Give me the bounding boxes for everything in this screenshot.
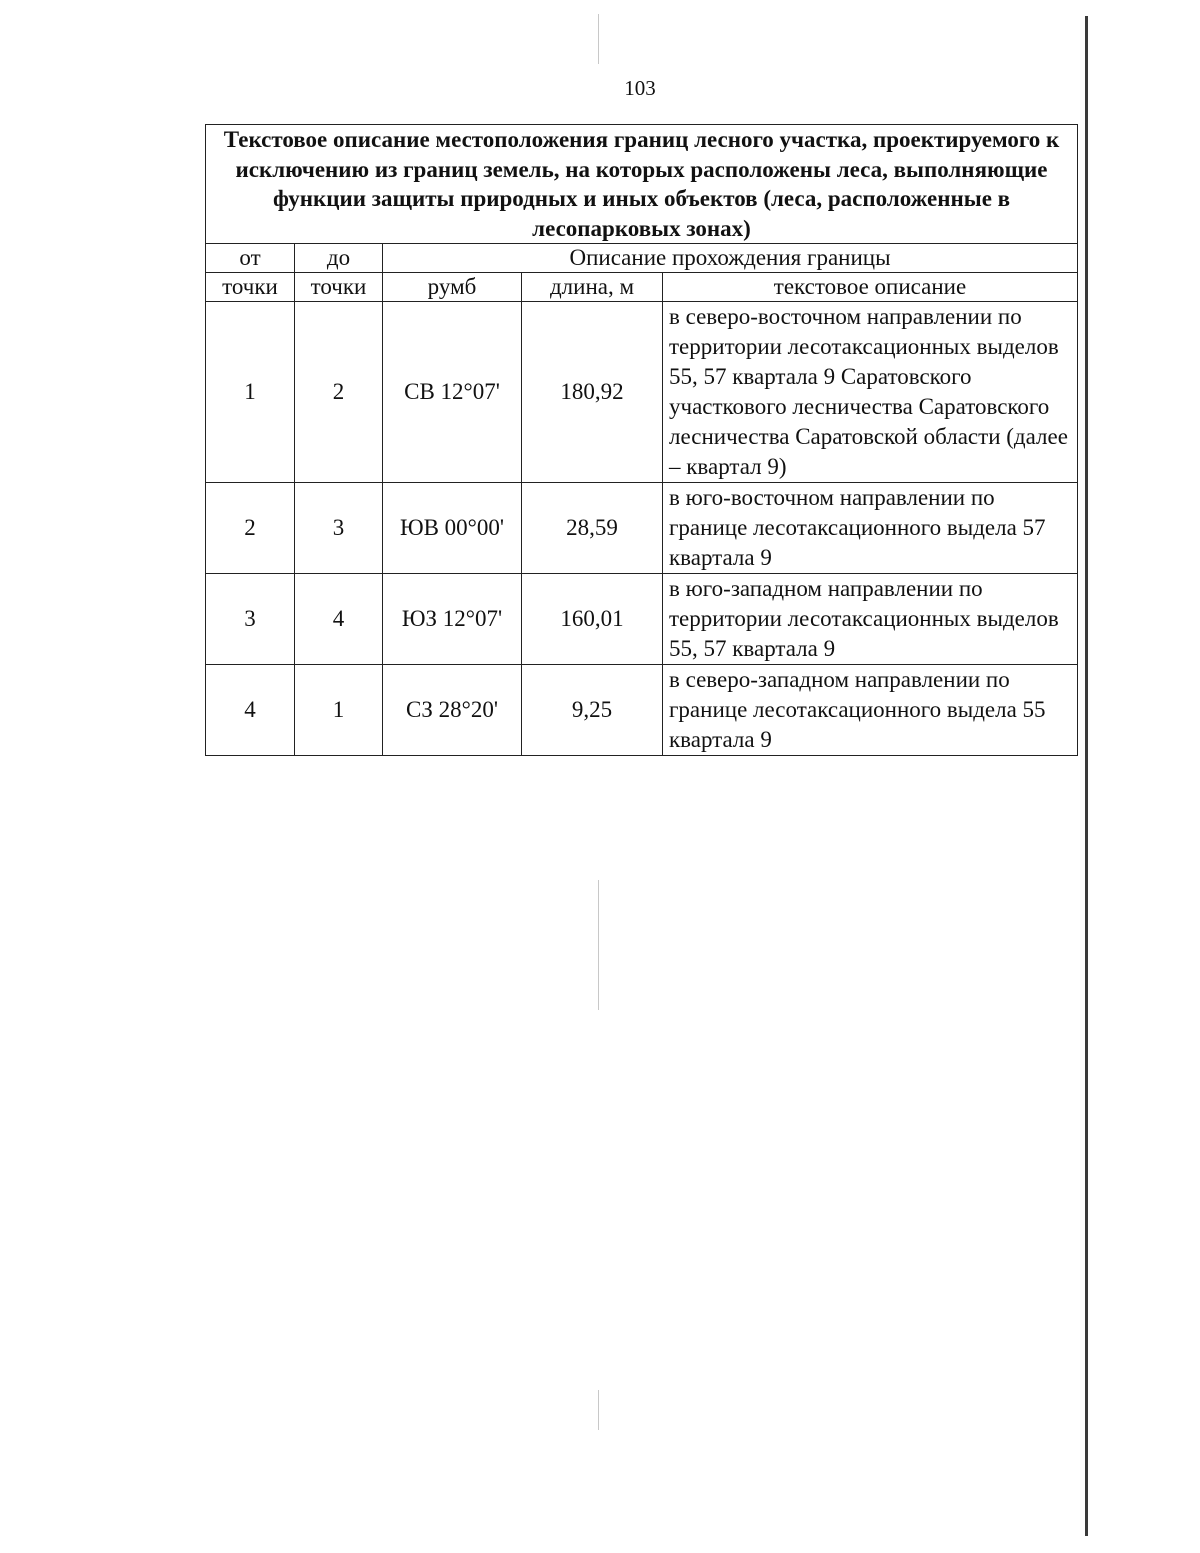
cell-description: в северо-восточном направлении по территории лесотаксационных выделов 55, 57 квартала 9 Саратовского участкового лесничества Саратовского лесничества Саратовской области (далее – квартал 9) <box>663 302 1078 483</box>
page-number: 103 <box>624 76 656 100</box>
table-title-row <box>206 125 1078 244</box>
header-from-top: от <box>206 244 295 273</box>
cell-from-point: 4 <box>206 665 295 756</box>
scan-edge-line <box>1085 16 1088 1536</box>
table-row <box>206 665 1078 756</box>
fold-mark <box>598 1390 599 1430</box>
cell-bearing: ЮЗ 12°07' <box>383 574 522 665</box>
cell-from-point: 3 <box>206 574 295 665</box>
header-row-top <box>206 244 1078 273</box>
cell-bearing: ЮВ 00°00' <box>383 483 522 574</box>
cell-description: в юго-восточном направлении по границе лесотаксационного выдела 57 квартала 9 <box>663 483 1078 574</box>
fold-mark <box>598 880 599 1010</box>
header-length: длина, м <box>522 273 663 302</box>
header-bearing: румб <box>383 273 522 302</box>
boundary-description-table <box>205 124 1078 756</box>
cell-length: 180,92 <box>522 302 663 483</box>
table-row <box>206 302 1078 483</box>
table-row <box>206 483 1078 574</box>
header-to-top: до <box>295 244 383 273</box>
fold-mark <box>598 14 599 64</box>
cell-to-point: 2 <box>295 302 383 483</box>
cell-to-point: 4 <box>295 574 383 665</box>
header-boundary-group: Описание прохождения границы <box>383 244 1078 273</box>
cell-from-point: 1 <box>206 302 295 483</box>
cell-from-point: 2 <box>206 483 295 574</box>
cell-bearing: СЗ 28°20' <box>383 665 522 756</box>
cell-description: в юго-западном направлении по территории лесотаксационных выделов 55, 57 квартала 9 <box>663 574 1078 665</box>
cell-description: в северо-западном направлении по границе лесотаксационного выдела 55 квартала 9 <box>663 665 1078 756</box>
header-row-bottom <box>206 273 1078 302</box>
cell-length: 28,59 <box>522 483 663 574</box>
header-to-bottom: точки <box>295 273 383 302</box>
header-from-bottom: точки <box>206 273 295 302</box>
table-title: Текстовое описание местоположения границ лесного участка, проектируемого к исключению из границ земель, на которых расположены леса, выполняющие функции защиты природных и иных объектов (леса, расположенные в лесопарковых зонах) <box>206 125 1078 244</box>
cell-to-point: 3 <box>295 483 383 574</box>
table-row <box>206 574 1078 665</box>
cell-bearing: СВ 12°07' <box>383 302 522 483</box>
header-text-description: текстовое описание <box>663 273 1078 302</box>
cell-length: 9,25 <box>522 665 663 756</box>
cell-to-point: 1 <box>295 665 383 756</box>
cell-length: 160,01 <box>522 574 663 665</box>
